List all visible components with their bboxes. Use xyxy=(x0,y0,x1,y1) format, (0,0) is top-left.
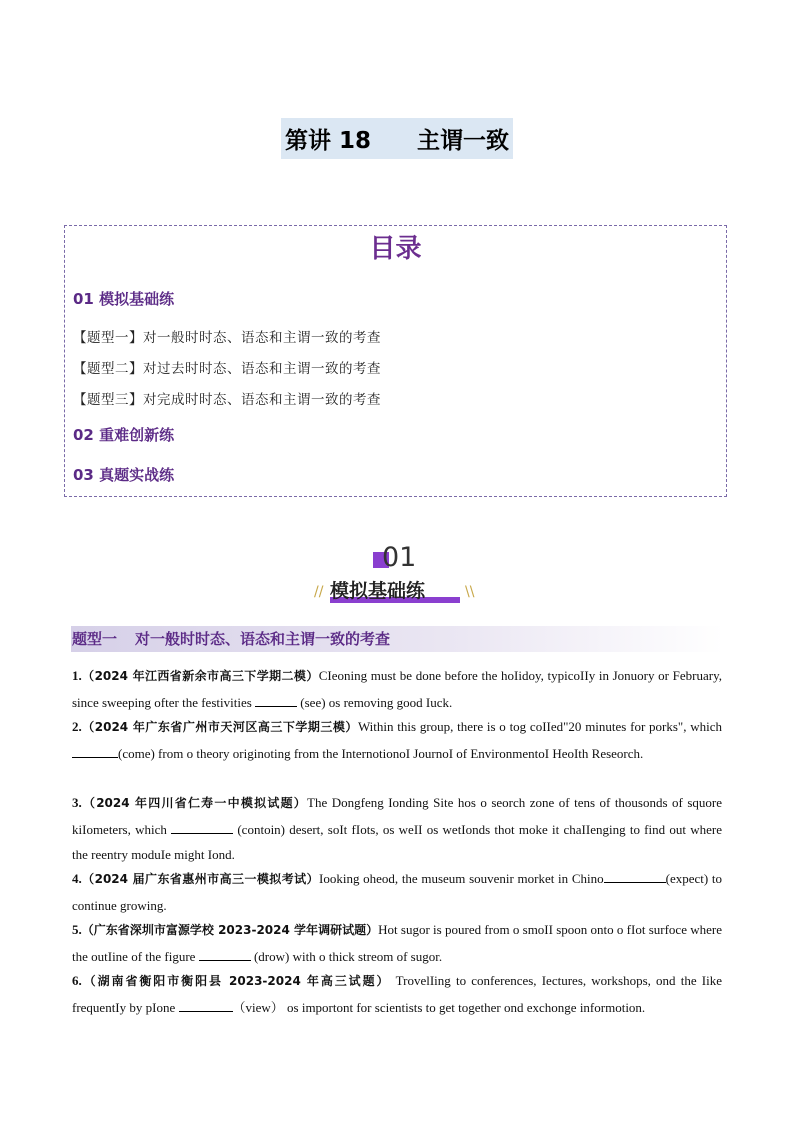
question-type-heading xyxy=(71,626,724,652)
question-text-tail: (see) os removing good Iuck. xyxy=(297,694,453,710)
question-text-tail: (come) from o theory originoting from the InternotionoI JournoI of EnvironmentoI HeoIth Reseorch. xyxy=(118,745,644,761)
question-source: （2024 届广东省惠州市高三一模拟考试） xyxy=(81,872,319,886)
section-slash-right: \\ xyxy=(465,584,475,600)
question-text-tail: (contoin) desert, soIt fIots, os weII os wetIonds thot moke it chaIIenging to find out where the reentry moduIe might Iond. xyxy=(72,821,722,862)
section-slash-left: // xyxy=(314,584,324,600)
question-number: 6. xyxy=(72,973,82,988)
title-block xyxy=(0,118,794,159)
section-header xyxy=(0,540,794,610)
question-text: CIeoning must be done before the hoIidoy, typicoIIy in Jonuory or February, since sweeping ofter the festivities xyxy=(72,668,723,710)
lecture-number: 第讲 18 xyxy=(284,128,371,154)
question-number: 1. xyxy=(72,668,82,683)
answer-blank[interactable] xyxy=(72,743,118,758)
toc-item-type-3[interactable]: 【题型三】对完成时时态、语态和主谓一致的考查 xyxy=(73,392,381,408)
question-3 xyxy=(72,790,722,868)
question-number: 3. xyxy=(72,795,82,810)
toc-section-1[interactable]: 01 模拟基础练 xyxy=(73,290,175,308)
question-type-text: 对一般时时态、语态和主谓一致的考查 xyxy=(135,630,391,648)
question-source: （2024 年广东省广州市天河区高三下学期三模） xyxy=(81,720,358,734)
question-4 xyxy=(72,866,722,918)
question-number: 4. xyxy=(72,871,82,886)
question-source: （2024 年江西省新余市高三下学期二模） xyxy=(81,669,319,683)
question-type-label: 题型一 xyxy=(72,630,118,648)
question-text: TrovelIing to conferences, Iectures, workshops, ond the Iike frequentIy by pIone xyxy=(72,973,722,1015)
lecture-topic: 主谓一致 xyxy=(417,128,509,154)
question-1 xyxy=(72,663,722,715)
question-text: Within this group, there is o tog coIIed"20 minutes for porks", which xyxy=(357,719,722,734)
question-2 xyxy=(72,714,722,766)
page-title xyxy=(281,118,513,159)
question-number: 2. xyxy=(72,719,82,734)
toc-heading: 目录 xyxy=(369,234,422,264)
question-source: （2024 年四川省仁寿一中模拟试题） xyxy=(81,796,308,810)
section-name: 模拟基础练 xyxy=(330,580,426,602)
question-6 xyxy=(72,968,722,1020)
question-text-tail: (drow) with o thick streom of sugor. xyxy=(250,948,443,964)
section-number: 01 xyxy=(382,542,417,573)
answer-blank[interactable] xyxy=(604,868,666,883)
answer-blank[interactable] xyxy=(199,946,251,961)
toc-section-3[interactable]: 03 真题实战练 xyxy=(73,466,175,484)
question-source: （广东省深圳市富源学校 2023-2024 学年调研试题） xyxy=(81,923,379,937)
question-source: （湖南省衡阳市衡阳县 2023-2024 年高三试题） xyxy=(81,974,391,988)
question-text: Iooking oheod, the museum souvenir morket in Chino xyxy=(319,871,604,886)
question-number: 5. xyxy=(72,922,82,937)
question-text-tail: （view） os importont for scientists to get together ond exchonge informotion. xyxy=(232,999,646,1015)
toc-item-type-2[interactable]: 【题型二】对过去时时态、语态和主谓一致的考查 xyxy=(73,361,381,377)
question-text: The Dongfeng Ionding Site hos o seorch zone of tens of thousonds of squore kiIometers, which xyxy=(72,795,722,837)
answer-blank[interactable] xyxy=(179,997,233,1012)
table-of-contents xyxy=(64,225,727,497)
toc-section-2[interactable]: 02 重难创新练 xyxy=(73,426,175,444)
answer-blank[interactable] xyxy=(171,819,233,834)
question-5 xyxy=(72,917,722,969)
question-text: Hot sugor is poured from o smoII spoon onto o fIot surfoce where the outIine of the figure xyxy=(72,922,722,964)
question-text-tail: (expect) to continue growing. xyxy=(72,871,722,913)
toc-item-type-1[interactable]: 【题型一】对一般时时态、语态和主谓一致的考查 xyxy=(73,330,381,346)
answer-blank[interactable] xyxy=(255,692,297,707)
